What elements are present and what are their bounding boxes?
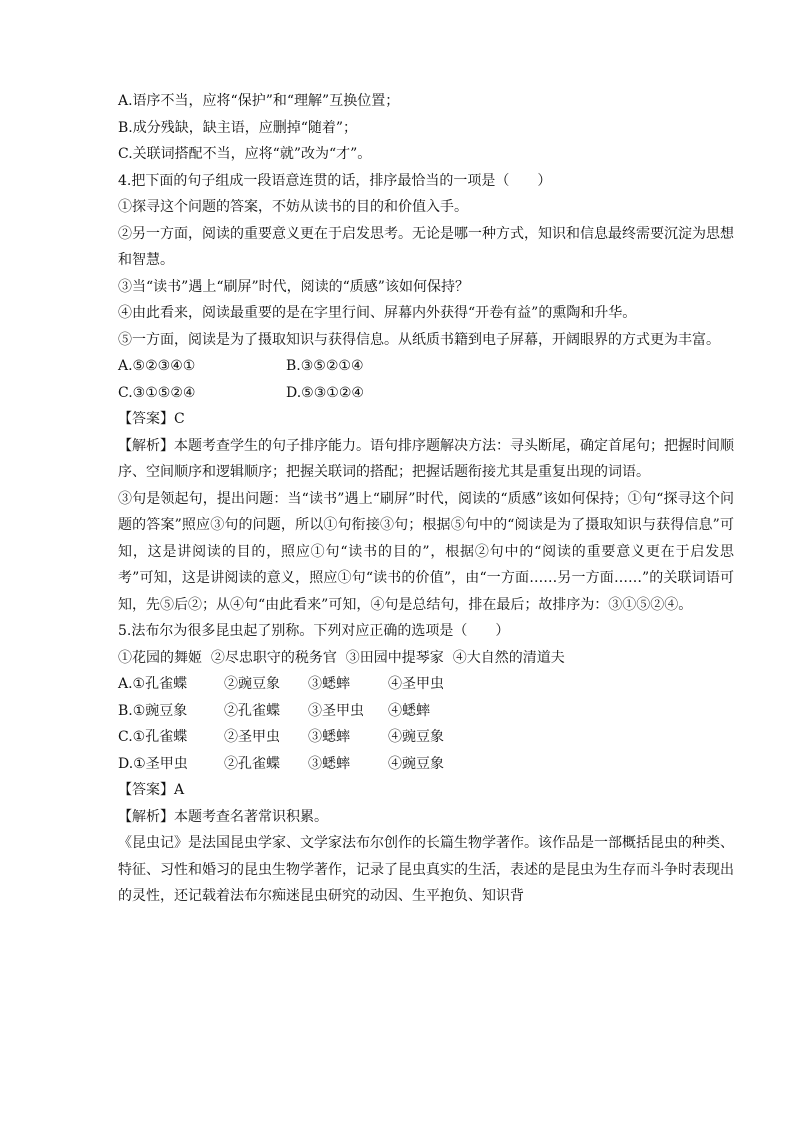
q4-sentence-4: ④由此看来，阅读最重要的是在字里行间、屏幕内外获得“开卷有益”的熏陶和升华。 xyxy=(118,305,637,321)
q4-option-c: C.③①⑤②④ xyxy=(118,384,196,401)
q3-option-a: A.语序不当，应将“保护”和“理解”互换位置； xyxy=(118,93,400,109)
q5-option-c-part-3: ③蟋蟀 xyxy=(308,729,350,745)
q4-stem: 4.把下面的句子组成一段语意连贯的话，排序最恰当的一项是（ ） xyxy=(118,172,552,189)
q3-option-c: C.关联词搭配不当，应将“就”改为“才”。 xyxy=(118,146,372,162)
q4-option-b: B.③⑤②①④ xyxy=(286,358,364,374)
q5-option-a-part-4: ④圣甲虫 xyxy=(388,676,444,692)
q5-option-c xyxy=(118,724,734,751)
q5-option-b-part-2: ②孔雀蝶 xyxy=(224,702,280,719)
q5-option-d-part-1: D.①圣甲虫 xyxy=(118,755,188,772)
q5-analysis-2: 《昆虫记》是法国昆虫学家、文学家法布尔创作的长篇生物学著作。该作品是一部概括昆虫的种类、特征、习性和婚习的昆虫生物学著作，记录了昆虫真实的生活，表述的是昆虫为生存而斗争时表现出的灵性，还记载着法布尔痴迷昆虫研究的动因、生平抱负、知识背 xyxy=(118,835,734,904)
q4-sentence-2: ②另一方面，阅读的重要意义更在于启发思考。无论是哪一种方式，知识和信息最终需要沉淀为思想和智慧。 xyxy=(118,225,734,268)
q4-options-row-1 xyxy=(118,353,734,380)
q3-option-b: B.成分残缺，缺主语，应删掉“随着”； xyxy=(118,119,358,136)
q5-option-a-part-1: A.①孔雀蝶 xyxy=(118,676,188,692)
q4-options-row-2 xyxy=(118,380,734,407)
q5-option-a-part-3: ③蟋蟀 xyxy=(308,676,350,692)
q5-option-d-part-4: ④豌豆象 xyxy=(388,755,444,772)
q5-option-c-part-1: C.①孔雀蝶 xyxy=(118,729,188,745)
q5-option-d-part-2: ②孔雀蝶 xyxy=(224,755,280,772)
q5-option-a-part-2: ②豌豆象 xyxy=(224,676,280,692)
q4-sentence-5: ⑤一方面，阅读是为了摄取知识与获得信息。从纸质书籍到电子屏幕，开阔眼界的方式更为丰富。 xyxy=(118,331,720,348)
q5-option-c-part-2: ②圣甲虫 xyxy=(224,729,280,745)
q5-option-b xyxy=(118,698,734,725)
q5-items: ①花园的舞姬 ②尽忠职守的税务官 ③田园中提琴家 ④大自然的清道夫 xyxy=(118,649,565,666)
q5-stem: 5.法布尔为很多昆虫起了别称。下列对应正确的选项是（ ） xyxy=(118,623,510,639)
q5-option-c-part-4: ④豌豆象 xyxy=(388,729,444,745)
q5-option-a xyxy=(118,671,734,698)
q4-option-a: A.⑤②③④① xyxy=(118,358,196,374)
q4-sentence-3: ③当“读书”遇上“刷屏”时代，阅读的“质感”该如何保持？ xyxy=(118,278,469,295)
q5-answer: 【答案】A xyxy=(118,782,185,798)
q5-analysis-1: 【解析】本题考查名著常识积累。 xyxy=(118,808,328,825)
q4-option-d: D.⑤③①②④ xyxy=(286,384,364,401)
q4-sentence-1: ①探寻这个问题的答案，不妨从读书的目的和价值入手。 xyxy=(118,199,468,215)
q4-answer: 【答案】C xyxy=(118,411,185,427)
q4-analysis-2: ③句是领起句，提出问题：当“读书”遇上“刷屏”时代，阅读的“质感”该如何保持；①句“探寻这个问题的答案”照应③句的问题，所以①句衔接③句；根据⑤句中的“阅读是为了摄取知识与获得信息”可知，这是讲阅读的目的，照应①句“读书的目的”，根据②句中的“阅读的重要意义更在于启发思考”可知，这是讲阅读的意义，照应①句“读书的价值”，由“一方面……另一方面……”的关联词语可知，先⑤后②；从④句“由此看来”可知，④句是总结句，排在最后；故排序为：③①⑤②④。 xyxy=(118,490,734,613)
q5-option-b-part-4: ④蟋蟀 xyxy=(388,702,430,719)
q5-option-d xyxy=(118,751,734,778)
q5-option-b-part-1: B.①豌豆象 xyxy=(118,702,188,719)
q4-analysis-1: 【解析】本题考查学生的句子排序能力。语句排序题解决方法：寻头断尾，确定首尾句；把握时间顺序、空间顺序和逻辑顺序；把握关联词的搭配；把握话题衔接尤其是重复出现的词语。 xyxy=(118,437,734,480)
q5-option-d-part-3: ③蟋蟀 xyxy=(308,755,350,772)
q5-option-b-part-3: ③圣甲虫 xyxy=(308,702,364,719)
